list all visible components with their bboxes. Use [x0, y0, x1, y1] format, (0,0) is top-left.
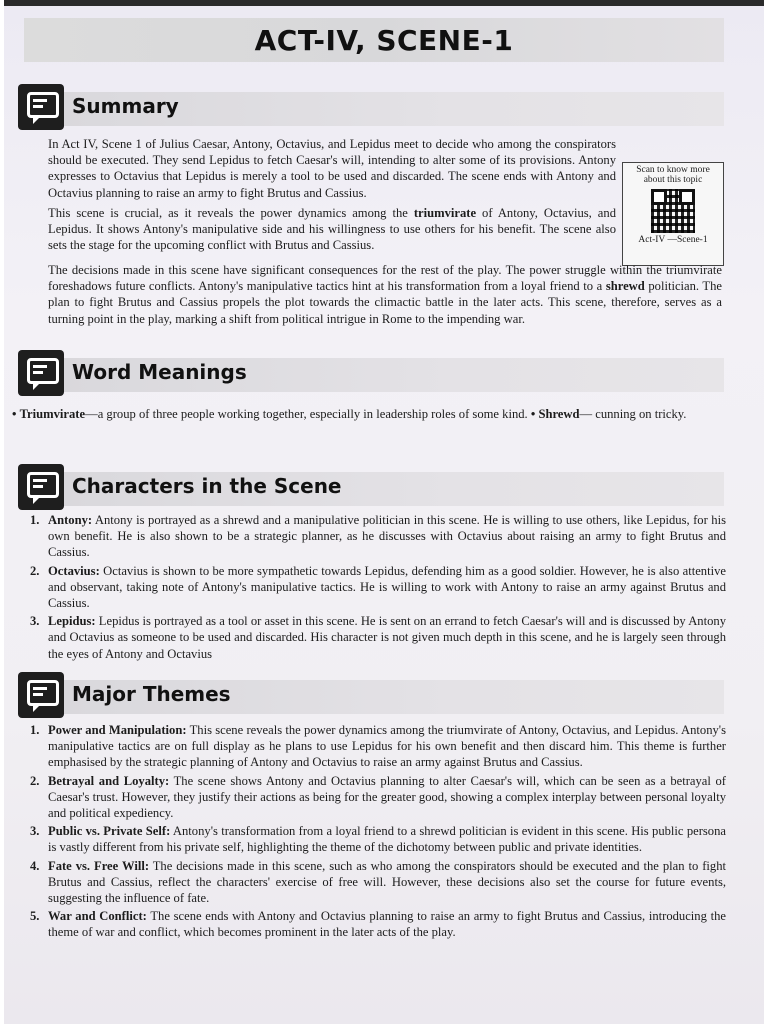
- list-item: [30, 823, 726, 855]
- definition-triumvirate: —a group of three people working together, especially in leadership roles of some kind.: [85, 407, 528, 421]
- item-number: 4.: [30, 858, 40, 873]
- list-item: [30, 563, 726, 612]
- item-text: The scene shows Antony and Octavius planning to alter Caesar's will, which can be seen as a betrayal of Caesar's trust. However, they justify their actions as being for the greater good, showing a complex interplay between personal loyalty and political expediency.: [48, 773, 726, 821]
- summary-text-3a: The decisions made in this scene have significant consequences for the rest of the play. The power struggle within the triumvirate foreshadows future conflicts. Antony's manipulative tactics hint at his transformation from a loyal friend to a: [48, 263, 722, 294]
- summary-text-3b: politician. The plan to fight Brutus and Cassius propels the plot towards the climactic battle in the later acts. This scene, therefore, serves as a turning point in the play, marking a shift from political intrigue in Rome to the impending war.: [48, 279, 722, 326]
- item-number: 1.: [30, 513, 40, 527]
- summary-text-2b: of Antony, Octavius, and Lepidus. It shows Antony's manipulative side and his willingness to use others for his benefit. The scene also sets the stage for the upcoming conflict with Brutus and Cassius.: [48, 206, 616, 253]
- item-term: War and Conflict:: [48, 909, 147, 924]
- item-number: 2.: [30, 773, 40, 788]
- list-item: [30, 858, 726, 907]
- item-text: Antony's transformation from a loyal friend to a shrewd politician is evident in this scene. His public persona is vastly different from his private self, highlighting the theme of the dichotomy between public and private identities.: [48, 824, 726, 855]
- list-item: [30, 613, 726, 662]
- qr-code-icon[interactable]: [651, 189, 695, 233]
- chat-bubble-icon: [18, 464, 64, 510]
- summary-text-1: In Act IV, Scene 1 of Julius Caesar, Antony, Octavius, and Lepidus meet to decide who among the conspirators should be executed. They send Lepidus to fetch Caesar's will, intending to alter some of its provisions. Antony expresses to Octavius that Lepidus is merely a tool to be used and discarded. The scene ends with Antony and Octavius planning to raise an army to fight Brutus and Cassius.: [48, 137, 616, 200]
- top-edge: [4, 0, 764, 6]
- qr-caption: Scan to know more about this topic: [636, 165, 710, 185]
- definition-shrewd: — cunning on tricky.: [579, 407, 687, 421]
- word-meanings-text: [12, 406, 724, 422]
- item-text: The decisions made in this scene, such as who among the conspirators should be executed and the plan to fight Brutus and Cassius, reflect the characters' exercise of free will. However, these decisions also set the course for future events, suggesting the influence of fate.: [48, 858, 726, 906]
- item-number: 5.: [30, 909, 40, 924]
- item-term: Fate vs. Free Will:: [48, 858, 150, 873]
- chat-bubble-icon: [18, 84, 64, 130]
- item-term: Octavius:: [48, 563, 100, 578]
- item-term: Public vs. Private Self:: [48, 824, 171, 839]
- item-number: 1.: [30, 723, 40, 737]
- qr-box[interactable]: [622, 162, 724, 266]
- item-text: Antony is portrayed as a shrewd and a manipulative politician in this scene. He is willing to use others, like Lepidus, for his own benefit. He is also shown to be a strategic planner, as he discusses with Octavius about raising an army to fight Brutus and Cassius.: [48, 513, 726, 560]
- item-number: 3.: [30, 824, 40, 839]
- summary-paragraph-1: [48, 136, 616, 201]
- bullet: •: [12, 407, 17, 421]
- term-shrewd: Shrewd: [538, 407, 580, 421]
- characters-list: [30, 512, 726, 664]
- summary-text-2a: This scene is crucial, as it reveals the power dynamics among the: [48, 206, 414, 220]
- item-term: Antony:: [48, 513, 93, 527]
- item-text: Lepidus is portrayed as a tool or asset in this scene. He is sent on an errand to fetch Caesar's will and is discussed by Antony and Octavius as someone to be used and discarded. His character is not given much depth in this scene, and he is largely seen through the eyes of Antony and Octavius: [48, 614, 726, 661]
- item-term: Betrayal and Loyalty:: [48, 773, 170, 788]
- characters-heading: Characters in the Scene: [72, 474, 342, 498]
- themes-list: [30, 722, 726, 943]
- term-triumvirate: Triumvirate: [19, 407, 86, 421]
- page-title: ACT-IV, SCENE-1: [254, 24, 514, 57]
- item-term: Lepidus:: [48, 614, 96, 629]
- list-item: [30, 773, 726, 822]
- summary-heading: Summary: [72, 94, 179, 118]
- list-item: [30, 512, 726, 561]
- qr-label: Act-IV —Scene-1: [638, 235, 708, 245]
- summary-bold-triumvirate: triumvirate: [413, 206, 477, 220]
- list-item: [30, 908, 726, 940]
- chat-bubble-icon: [18, 350, 64, 396]
- word-meanings-heading-row: [18, 350, 724, 396]
- characters-heading-row: [18, 464, 724, 510]
- item-number: 2.: [30, 563, 40, 578]
- summary-paragraph-2: [48, 205, 616, 254]
- item-text: Octavius is shown to be more sympathetic towards Lepidus, defending him as a good soldier. However, he is also attentive and observant, taking note of Antony's manipulative tactics. He is willing to work with Antony to raise an army against Brutus and Cassius.: [48, 563, 726, 611]
- item-text: The scene ends with Antony and Octavius planning to raise an army to fight Brutus and Cassius, introducing the theme of war and conflict, which becomes prominent in the later acts of the play.: [48, 909, 726, 940]
- item-term: Power and Manipulation:: [48, 723, 187, 737]
- item-text: This scene reveals the power dynamics among the triumvirate of Antony, Octavius, and Lepidus. Antony's manipulative tactics are on full display as he plans to use Lepidus for his own benefit and then discard him. This theme is further emphasised by the strategic planning of Antony and Octavius to raise an army against Brutus and Cassius.: [48, 723, 726, 770]
- summary-heading-row: [18, 84, 724, 130]
- themes-heading: Major Themes: [72, 682, 231, 706]
- list-item: [30, 722, 726, 771]
- summary-bold-shrewd: shrewd: [605, 279, 645, 294]
- item-number: 3.: [30, 614, 40, 629]
- chat-bubble-icon: [18, 672, 64, 718]
- bullet: •: [530, 407, 536, 421]
- book-page: [4, 0, 764, 1024]
- word-meanings-heading: Word Meanings: [72, 360, 247, 384]
- themes-heading-row: [18, 672, 724, 718]
- summary-paragraph-3: [48, 262, 722, 327]
